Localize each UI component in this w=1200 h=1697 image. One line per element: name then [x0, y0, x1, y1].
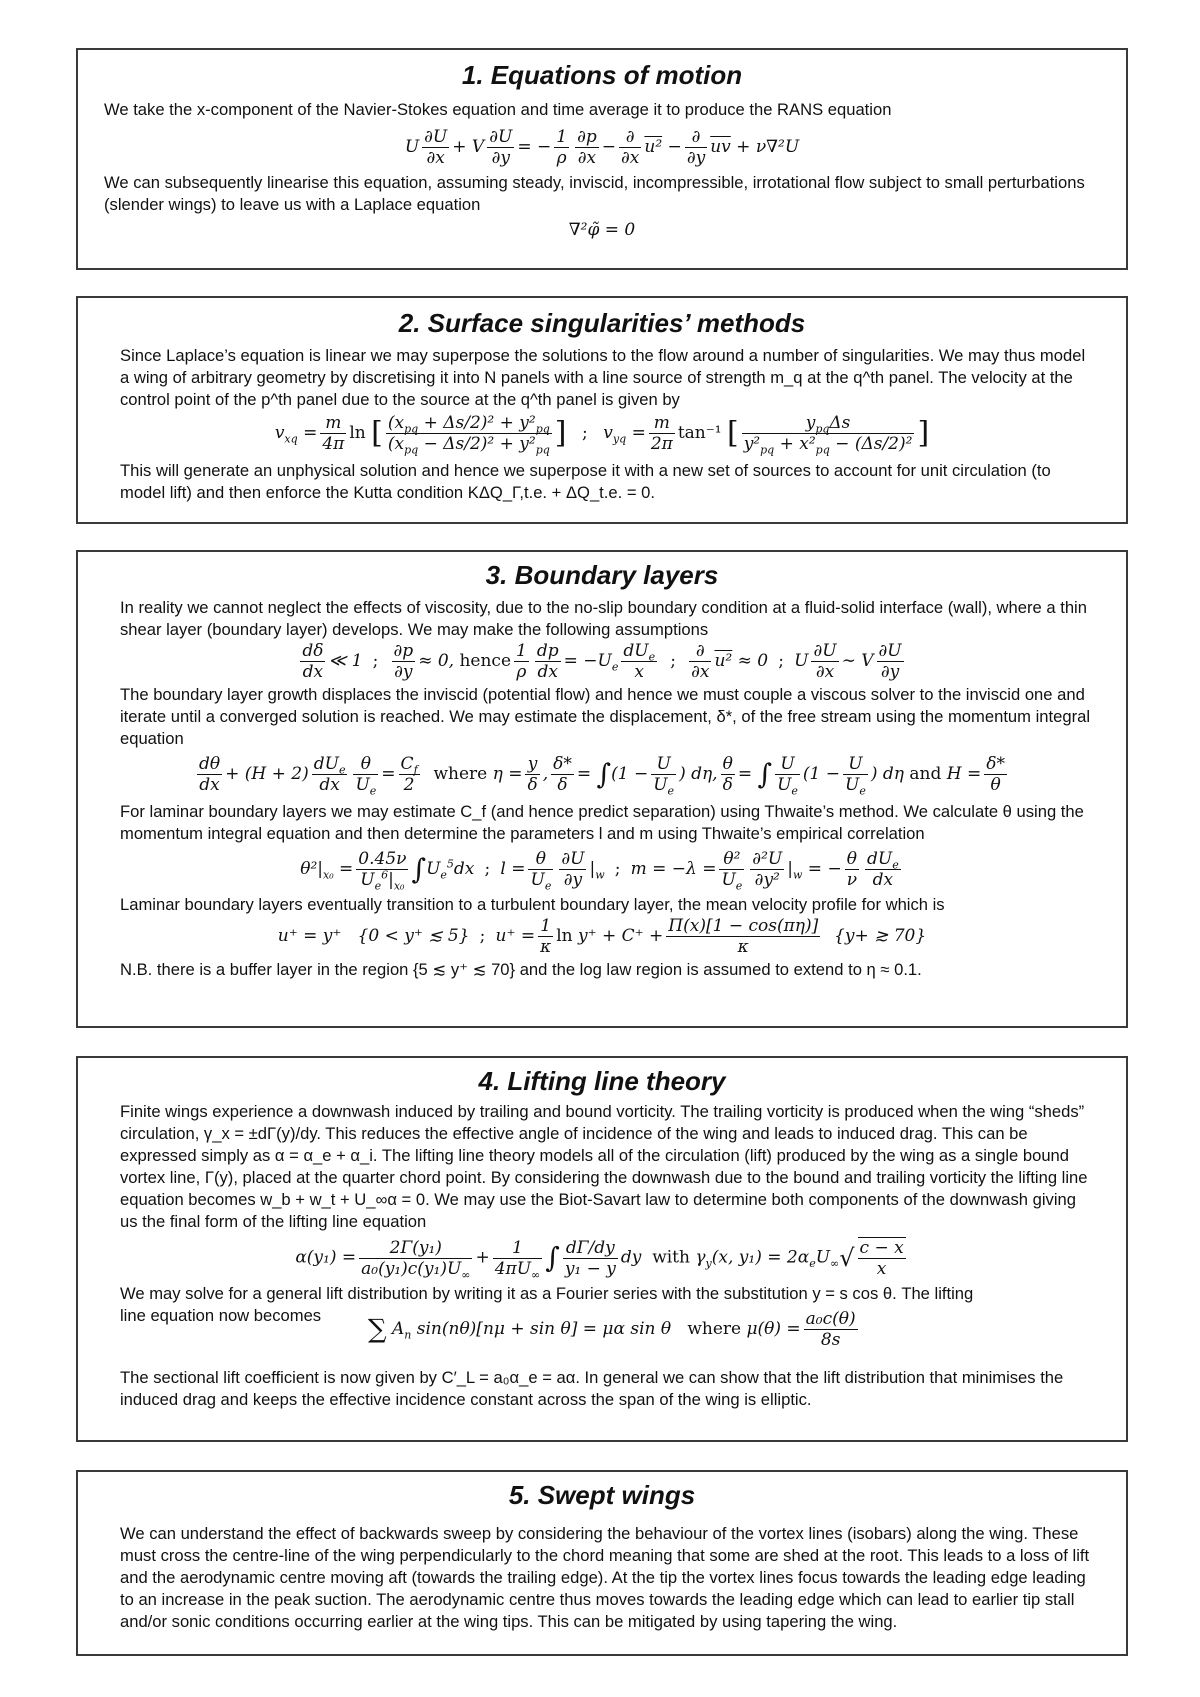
paragraph: We take the x-component of the Navier-Stokes equation and time average it to produce the RANS equation — [104, 100, 892, 120]
law-of-the-wall: u⁺ = y⁺ {0 < y⁺ ≲ 5} ; u⁺ = $\frac{1}{\kappa}$ ln y⁺ + C⁺ + $\frac{\Pi(x)[1 - \cos(\pi\eta)]}{\kappa}$ {y+ ≳ 70} — [277, 916, 927, 958]
boundary-layer-assumptions: $\frac{d\delta}{dx}$ ≪ 1 ; $\frac{\partial p}{\partial y}$ ≈ 0, hence $\frac{1}{\rho}$ $\frac{dp}{dx}$ = $-U_e$ $\frac{dU_e}{x}$ ; $\frac{\partial}{\partial x}$ u² ≈ 0 ; U $\frac{\partial U}{\partial x}$ ∼ V $\frac{\partial U}{\partial y}$ — [302, 641, 902, 683]
section-equations-of-motion — [76, 48, 1128, 270]
laplace-equation: ∇²φ̃ = 0 — [568, 220, 636, 241]
paragraph: N.B. there is a buffer layer in the region {5 ≲ y⁺ ≲ 70} and the log law region is assumed to extend to η ≈ 0.1. — [120, 960, 922, 980]
paragraph: In reality we cannot neglect the effects of viscosity, due to the no-slip boundary condition at a fluid-solid interface (wall), where a thin shear layer (boundary layer) develops. We may make the following assumptions — [120, 598, 1087, 640]
thwaites-correlation: $\theta^2|_{x_0}$ = $\frac{0.45\nu}{U_e^6|_{x_0}}$ $\int U_e^5dx$ ; l = $\frac{\theta}{U_e}$ $\frac{\partial U}{\partial y}$ $|_w$ ; m = −λ = $\frac{\text{θ²}}{U_e}$ $\frac{\text{∂²U}}{\text{∂y²}}$ $|_w$ = − $\frac{\theta}{\nu}$ $\frac{dU_e}{dx}$ — [300, 849, 899, 893]
section-title: 4. Lifting line theory — [478, 1066, 726, 1096]
momentum-integral-equation: $\frac{d\theta}{dx}$ + (H + 2) $\frac{dU_e}{dx}$ $\frac{\theta}{U_e}$ = $\frac{C_f}{2}$ where η = $\frac{y}{\delta}$ , $\frac{\delta*}{\delta}$ = ∫(1 − $\frac{U}{U_e}$ ) dη, $\frac{\theta}{\delta}$ = ∫ $\frac{U}{U_e}$ (1 − $\frac{U}{U_e}$ ) dη and H = $\frac{\delta*}{\theta}$ — [198, 754, 1005, 798]
paragraph: The boundary layer growth displaces the inviscid (potential flow) and hence we must couple a viscous solver to the inviscid one and iterate until a converged solution is reached. We may estimate the displacement, δ*, of the free stream using the momentum integral equation — [120, 685, 1091, 749]
source-velocity-equation: $v_{xq}$ = $\frac{m}{4\pi}$ ln [ $\frac{(x_{pq} + \Delta s/2)^2 + y^2_{pq}}{(x_{pq} - \Delta s/2)^2 + y^2_{pq}}$ ] ; $v_{yq}$ = $\frac{m}{2\pi}$ tan⁻¹ [ $\frac{y_{pq}\Delta s}{y^2_{pq} + x^2_{pq} - (\Delta s/2)^2}$ ] — [274, 413, 930, 457]
fourier-series-equation: ∑ $A_n$ sin(nθ)[nμ + sin θ] = μα sin θ where μ(θ) = $\frac{\text{a₀c(θ)}}{8s}$ — [368, 1309, 856, 1351]
section-title: 1. Equations of motion — [461, 60, 743, 90]
fourier-row — [78, 1305, 1126, 1361]
section-title: 3. Boundary layers — [485, 560, 719, 590]
section-title: 2. Surface singularities’ methods — [398, 308, 806, 338]
paragraph: We can subsequently linearise this equation, assuming steady, inviscid, incompressible, irrotational flow subject to small perturbations (slender wings) to leave us with a Laplace equation — [104, 173, 1085, 215]
section-boundary-layers — [76, 550, 1128, 1028]
paragraph: Finite wings experience a downwash induced by trailing and bound vorticity. The trailing vorticity is produced when the wing “sheds” circulation, γ_x = ±dΓ(y)/dy. This reduces the effective angle of incidence of the wing and leads to induced drag. This can be expressed simply as α = α_e + α_i. The lifting line theory models all of the circulation (lift) produced by the wing as a single bound vortex line, Γ(y), placed at the quarter chord point. By considering the downwash due to the bound and trailing vorticity the lifting line equation becomes w_b + w_t + U_∞α = 0. We may use the Biot-Savart law to determine both components of the downwash giving us the final form of the lifting line equation — [120, 1102, 1088, 1232]
paragraph: This will generate an unphysical solution and hence we superpose it with a new set of sources to account for unit circulation (to model lift) and then enforce the Kutta condition KΔQ_Γ,t.e. + ΔQ_t.e. = 0. — [120, 461, 1051, 503]
paragraph: We can understand the effect of backwards sweep by considering the behaviour of the vortex lines (isobars) along the wing. These must cross the centre-line of the wing perpendicularly to the chord meaning that some are shed at the root. This leads to a loss of lift and the aerodynamic centre moving aft (towards the trailing edge). At the tip the vortex lines focus towards the leading edge leading to an increase in the peak suction. The aerodynamic centre thus moves towards the leading edge which can lead to earlier tip stall and/or sonic conditions occurring earlier at the wing tips. This can be mitigated by using tapering the wing. — [120, 1524, 1090, 1632]
paragraph: Laminar boundary layers eventually transition to a turbulent boundary layer, the mean velocity profile for which is — [120, 895, 945, 915]
paragraph: line equation now becomes — [120, 1306, 322, 1326]
section-lifting-line-theory — [76, 1056, 1128, 1442]
section-title: 5. Swept wings — [508, 1480, 696, 1510]
rans-equation: U $\frac{\partial U}{\partial x}$ + V $\frac{\partial U}{\partial y}$ = − $\frac{1}{\rho}$ $\frac{\partial p}{\partial x}$ − $\frac{\partial}{\partial x}$ u² − $\frac{\partial}{\partial y}$ $\overline{uv} + \nu\nabla^2U$ — [404, 127, 800, 169]
paragraph: Since Laplace’s equation is linear we may superpose the solutions to the flow around a number of singularities. We may thus model a wing of arbitrary geometry by discretising it into N panels with a line source of strength m_q at the q^th panel. The velocity at the control point of the p^th panel due to the source at the q^th panel is given by — [120, 346, 1086, 410]
section-surface-singularities — [76, 296, 1128, 524]
paragraph: The sectional lift coefficient is now given by C′_L = a₀α_e = aα. In general we can show that the lift distribution that minimises the induced drag and keeps the effective incidence constant across the span of the wing is elliptic. — [120, 1368, 1064, 1410]
lifting-line-equation: α(y₁) = $\frac{\text{2Γ(y₁)}}{a_0(y_1)c(y_1)U_\infty}$ + $\frac{1}{4\pi U_\infty}$ ∫ $\frac{d\Gamma/dy}{\text{y₁ − y}}$ dy with $\gamma_y(x$, $y_1) = 2\alpha_eU_\infty√$ $\frac{c - x}{x}$ — [295, 1237, 904, 1282]
section-swept-wings — [76, 1470, 1128, 1656]
paragraph: For laminar boundary layers we may estimate C_f (and hence predict separation) using Thwaite’s method. We calculate θ using the momentum integral equation and then determine the parameters l and m using Thwaite’s empirical correlation — [120, 802, 1084, 844]
paragraph: We may solve for a general lift distribution by writing it as a Fourier series with the substitution y = s cos θ. The lifting — [120, 1284, 974, 1304]
